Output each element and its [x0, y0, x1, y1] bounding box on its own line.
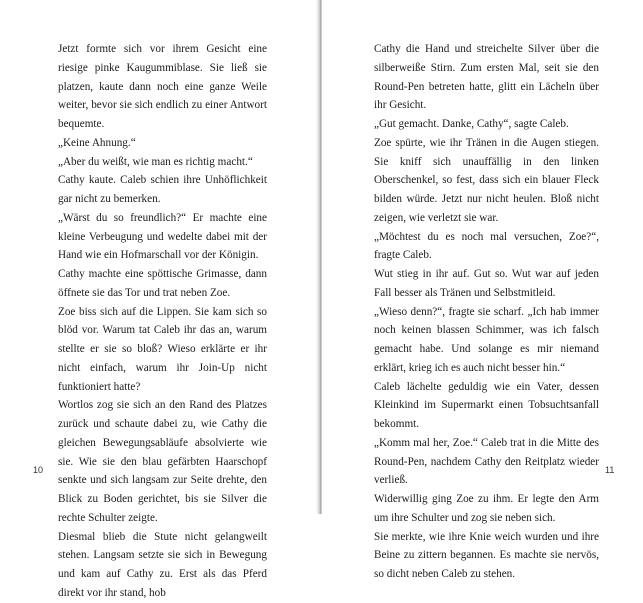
paragraph: Caleb lächelte geduldig wie ein Vater, dessen Kleinkind im Supermarkt einen Tobsuchtsanfall bekommt.: [374, 380, 599, 430]
left-page-text: [58, 40, 267, 603]
paragraph: „Komm mal her, Zoe.“ Caleb trat in die Mitte des Round-Pen, nachdem Cathy den Reitplatz wieder verließ.: [374, 436, 599, 487]
right-page: [322, 0, 643, 580]
page-number-right: 11: [605, 465, 615, 475]
paragraph: Zoe spürte, wie ihr Tränen in die Augen stiegen. Sie kniff sich unauffällig in den linken Oberschenkel, so fest, dass sich ein blauer Fleck bilden würde. Jetzt nur nicht heulen. Bloß nicht zeigen, wie verletzt sie war.: [374, 136, 599, 224]
paragraph: Diesmal blieb die Stute nicht gelangweilt stehen. Langsam setzte sie sich in Bewegung und kam auf Cathy zu. Erst als das Pferd direkt vor ihr stand, hob: [58, 530, 267, 599]
paragraph: Jetzt formte sich vor ihrem Gesicht eine riesige pinke Kaugummiblase. Sie ließ sie platzen, kaute dann noch eine ganze Weile weiter, bevor sie sich endlich zu einer Antwort bequemte.: [58, 43, 267, 130]
paragraph: „Keine Ahnung.“: [58, 136, 136, 149]
paragraph: „Gut gemacht. Danke, Cathy“, sagte Caleb.: [374, 118, 569, 130]
page-number-left: 10: [33, 465, 44, 475]
paragraph: Cathy machte eine spöttische Grimasse, dann öffnete sie das Tor und trat neben Zoe.: [58, 268, 267, 299]
paragraph: „Möchtest du es noch mal versuchen, Zoe?“, fragte Caleb.: [374, 230, 599, 262]
paragraph: Wortlos zog sie sich an den Rand des Platzes zurück und schaute dabei zu, wie Cathy die gleichen Bewegungsabläufe absolvierte wie sie. Wie sie den blau gefärbten Haarschopf senkte und sich langsam zur Seite drehte, den Blick zu Boden gerichtet, bis sie Silver die rechte Schulter zeigte.: [58, 399, 267, 524]
paragraph: Wut stieg in ihr auf. Gut so. Wut war auf jeden Fall besser als Tränen und Selbstmitleid.: [374, 268, 599, 299]
paragraph: Cathy die Hand und streichelte Silver über die silberweiße Stirn. Zum ersten Mal, seit sie den Round-Pen betreten hatte, glitt ein Lächeln über ihr Gesicht.: [374, 43, 599, 112]
right-page-text: [374, 40, 599, 584]
paragraph: Widerwillig ging Zoe zu ihm. Er legte den Arm um ihre Schulter und zog sie neben sich.: [374, 493, 599, 524]
left-page: [0, 0, 318, 599]
paragraph: Cathy kaute. Caleb schien ihre Unhöflichkeit gar nicht zu bemerken.: [58, 174, 267, 205]
paragraph: „Wärst du so freundlich?“ Er machte eine kleine Verbeugung und wedelte dabei mit der Hand wie ein Hofmarschall vor der Königin.: [58, 211, 267, 262]
paragraph: Zoe biss sich auf die Lippen. Sie kam sich so blöd vor. Warum tat Caleb ihr das an, warum stellte er sie so bloß? Wieso erklärte er ihr nicht einfach, warum ihr Join-Up nicht funktioniert hatte?: [58, 305, 267, 393]
paragraph: „Wieso denn?“, fragte sie scharf. „Ich hab immer noch keinen blassen Schimmer, was ich falsch gemacht habe. Und solange es mir niemand erklärt, krieg ich es auch nicht besser hin.“: [374, 305, 599, 374]
paragraph: „Aber du weißt, wie man es richtig macht.“: [58, 155, 253, 168]
paragraph: Sie merkte, wie ihre Knie weich wurden und ihre Beine zu zittern begannen. Es machte sie nervös, so dicht neben Caleb zu stehen.: [374, 530, 599, 580]
